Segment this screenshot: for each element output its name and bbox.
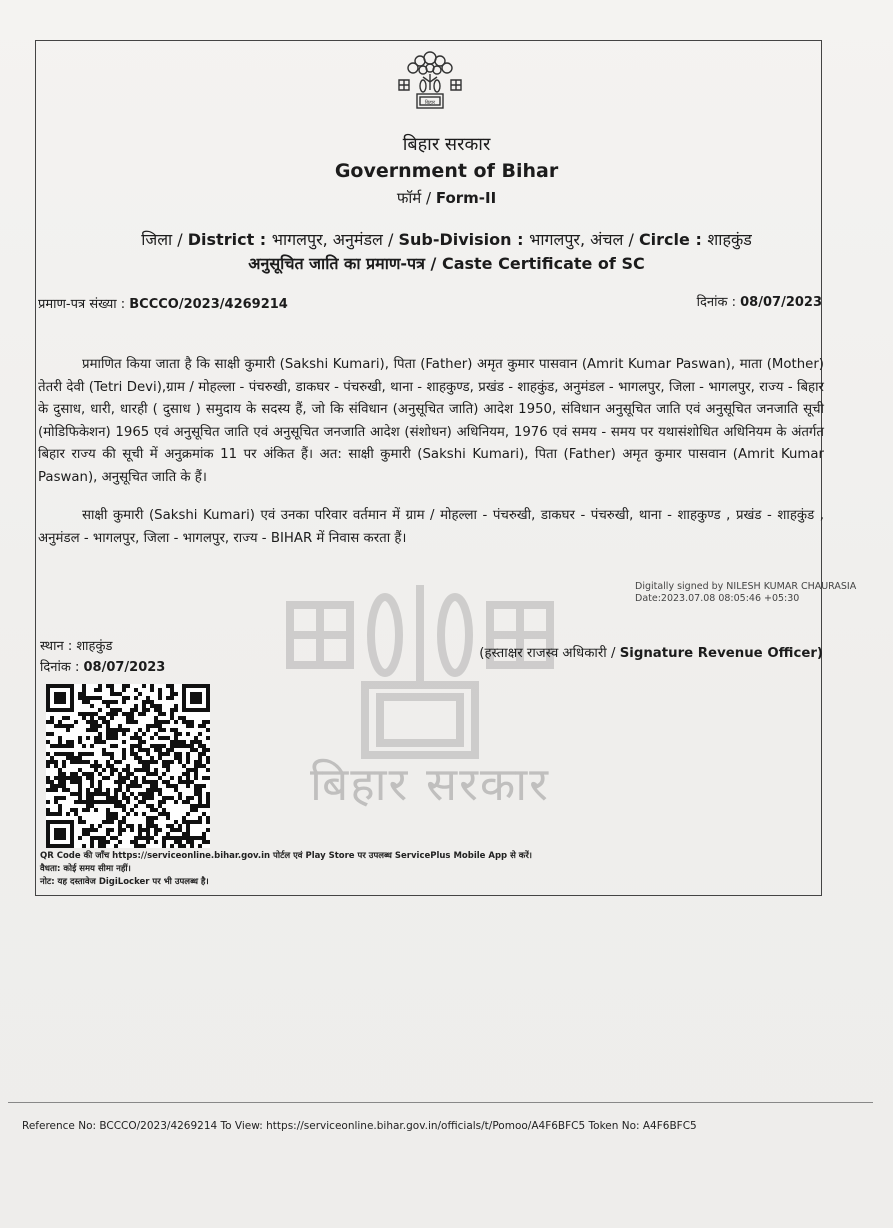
qr-code-icon xyxy=(46,684,210,848)
svg-text:बिहार: बिहार xyxy=(424,100,436,106)
govt-title-english: Government of Bihar xyxy=(334,160,559,182)
district-line: जिला / District : भागलपुर, अनुमंडल / Sub-Division : भागलपुर, अंचल / Circle : शाहकुंड xyxy=(141,230,752,249)
qr-notes: QR Code की जाँच https://serviceonline.bihar.gov.in पोर्टल एवं Play Store पर उपलब्ध ServicePlus Mobile App से करें। वैधता: कोई समय सीमा नहीं। नोट: यह दस्तावेज DigiLocker पर भी उपलब्ध है। xyxy=(40,851,533,887)
bihar-emblem-icon xyxy=(393,44,467,114)
certificate-number: प्रमाण-पत्र संख्या : BCCCO/2023/4269214 xyxy=(38,297,288,312)
certificate-title: अनुसूचित जाति का प्रमाण-पत्र / Caste Certificate of SC xyxy=(248,254,645,273)
certificate-body-para-2: साक्षी कुमारी (Sakshi Kumari) एवं उनका परिवार वर्तमान में ग्राम / मोहल्ला - पंचरुखी, डाकघर - पंचरुखी, थाना - शाहकुण्ड , प्रखंड - शाहकुंड , अनुमंडल - भागलपुर, जिला - भागलपुर, राज्य - BIHAR में निवास करता हैं। xyxy=(38,508,824,546)
certificate-body-para-1: प्रमाणित किया जाता है कि साक्षी कुमारी (Sakshi Kumari), पिता (Father) अमृत कुमार पासवान (Amrit Kumar Paswan), माता (Mother) तेतरी देवी (Tetri Devi),ग्राम / मोहल्ला - पंचरुखी, डाकघर - पंचरुखी, थाना - शाहकुण्ड, प्रखंड - शाहकुंड, अनुमंडल - भागलपुर, जिला - भागलपुर, राज्य - बिहार के दुसाध, धारी, धारही ( दुसाध ) समुदाय के सदस्य हैं, जो कि संविधान (अनुसूचित जाति) आदेश 1950, संविधान अनुसूचित जाति एवं अनुसूचित जनजाति सूची (मोडिफिकेशन) 1965 एवं अनुसूचित जाति एवं अनुसूचित जनजाति आदेश (संशोधन) अधिनियम, 1976 एवं समय - समय पर यथासंशोधित अधिनियम के अंतर्गत बिहार राज्य की सूची में अनुक्रमांक 11 पर अंकित हैं। अत: साक्षी कुमारी (Sakshi Kumari), पिता (Father) अमृत कुमार पासवान (Amrit Kumar Paswan), अनुसूचित जाति के हैं। xyxy=(38,357,824,485)
reference-line: Reference No: BCCCO/2023/4269214 To View: https://serviceonline.bihar.gov.in/officials/t/Pomoo/A4F6BFC5 Token No: A4F6BFC5 xyxy=(22,1120,697,1132)
certificate-date: दिनांक : 08/07/2023 xyxy=(696,295,822,310)
digital-signature: Digitally signed by NILESH KUMAR CHAURASIA Date:2023.07.08 08:05:46 +05:30 xyxy=(635,581,857,604)
issue-date: दिनांक : 08/07/2023 xyxy=(40,660,166,675)
place: स्थान : शाहकुंड xyxy=(40,639,113,654)
signature-revenue-officer: (हस्ताक्षर राजस्व अधिकारी / Signature Revenue Officer) xyxy=(479,646,823,661)
watermark-text: बिहार सरकार xyxy=(310,757,550,811)
govt-title-hindi: बिहार सरकार xyxy=(402,134,491,155)
form-label: फॉर्म / Form-II xyxy=(396,189,497,207)
footer-divider xyxy=(8,1102,873,1103)
